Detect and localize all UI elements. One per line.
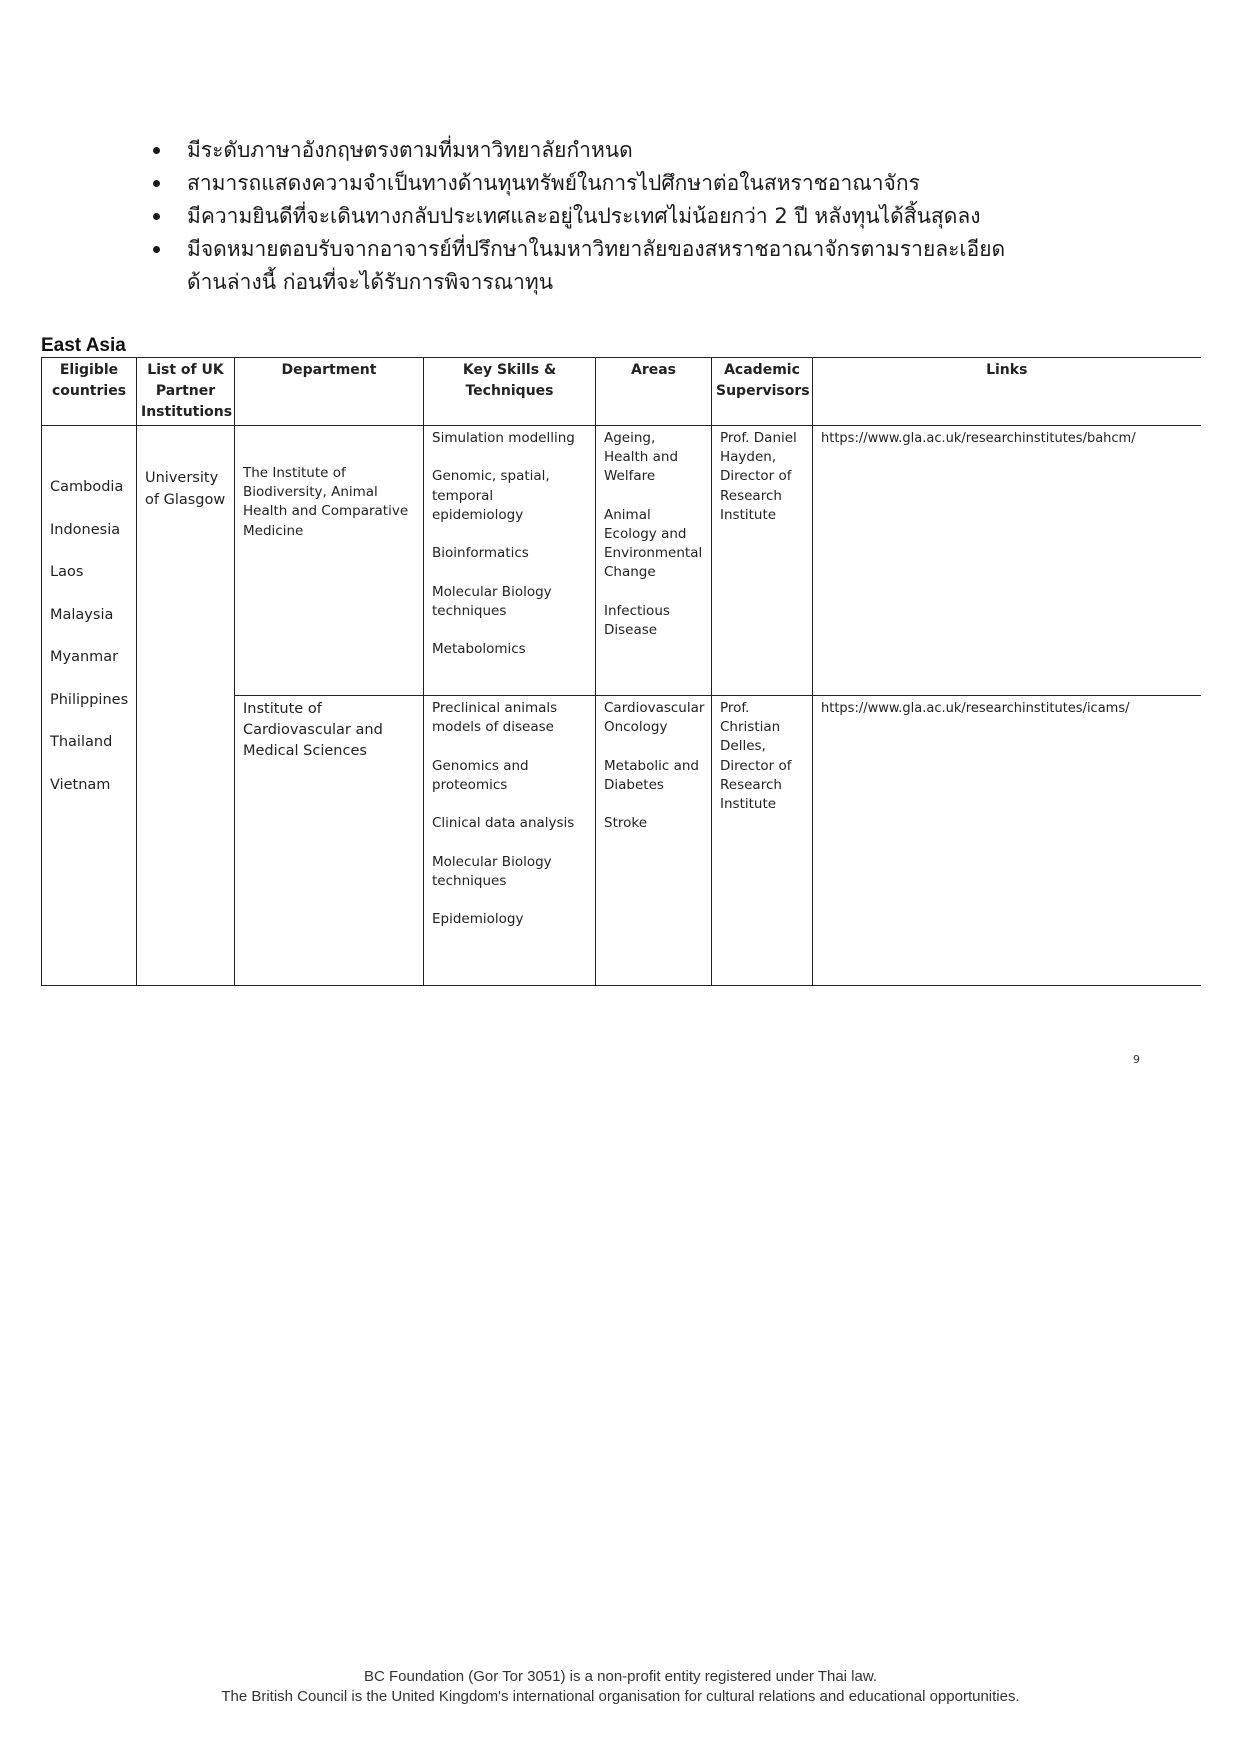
section-title: East Asia xyxy=(41,335,126,356)
table-row xyxy=(42,426,1201,696)
footer-line-1: BC Foundation (Gor Tor 3051) is a non-profit entity registered under Thai law. xyxy=(363,1668,878,1685)
link-cell[interactable]: https://www.gla.ac.uk/researchinstitutes/icams/ xyxy=(813,696,1201,986)
eligible-countries-cell: Cambodia Indonesia Laos Malaysia Myanmar Philippines Thailand Vietnam xyxy=(42,426,137,986)
header-department: Department xyxy=(235,358,424,426)
areas-cell: Cardiovascular Oncology Metabolic and Diabetes Stroke xyxy=(596,696,712,986)
requirements-list xyxy=(150,134,1100,299)
header-eligible-countries: Eligible countries xyxy=(42,358,137,426)
link-cell[interactable]: https://www.gla.ac.uk/researchinstitutes/bahcm/ xyxy=(813,426,1201,696)
header-links: Links xyxy=(813,358,1201,426)
header-areas: Areas xyxy=(596,358,712,426)
supervisor-cell: Prof. Daniel Hayden, Director of Research Institute xyxy=(712,426,813,696)
department-cell: Institute of Cardiovascular and Medical Sciences xyxy=(235,696,424,986)
bullet-item: มีระดับภาษาอังกฤษตรงตามที่มหาวิทยาลัยกำหนด xyxy=(150,134,1100,167)
partner-institution-cell: University of Glasgow xyxy=(137,426,235,986)
table-header-row xyxy=(42,358,1201,426)
skills-cell: Simulation modelling Genomic, spatial, temporal epidemiology Bioinformatics Molecular Biology techniques Metabolomics xyxy=(424,426,596,696)
header-partner-institutions: List of UK Partner Institutions xyxy=(137,358,235,426)
page-number: 9 xyxy=(1133,1053,1140,1066)
bullet-item: มีความยินดีที่จะเดินทางกลับประเทศและอยู่ในประเทศไม่น้อยกว่า 2 ปี หลังทุนได้สิ้นสุดลง xyxy=(150,200,1100,233)
department-cell: The Institute of Biodiversity, Animal Health and Comparative Medicine xyxy=(235,426,424,696)
bullet-continuation: ด้านล่างนี้ ก่อนที่จะได้รับการพิจารณาทุน xyxy=(187,270,554,294)
header-key-skills: Key Skills & Techniques xyxy=(424,358,596,426)
supervisor-cell: Prof. Christian Delles, Director of Research Institute xyxy=(712,696,813,986)
header-academic-supervisors: Academic Supervisors xyxy=(712,358,813,426)
partner-institutions-table xyxy=(41,357,1201,986)
areas-cell: Ageing, Health and Welfare Animal Ecology and Environmental Change Infectious Disease xyxy=(596,426,712,696)
footer-line-2: The British Council is the United Kingdom's international organisation for cultural relations and educational opportunities. xyxy=(221,1688,1020,1705)
skills-cell: Preclinical animals models of disease Genomics and proteomics Clinical data analysis Molecular Biology techniques Epidemiology xyxy=(424,696,596,986)
bullet-item: สามารถแสดงความจำเป็นทางด้านทุนทรัพย์ในการไปศึกษาต่อในสหราชอาณาจักร xyxy=(150,167,1100,200)
bullet-item: มีจดหมายตอบรับจากอาจารย์ที่ปรึกษาในมหาวิทยาลัยของสหราชอาณาจักรตามรายละเอียด xyxy=(150,233,1100,266)
